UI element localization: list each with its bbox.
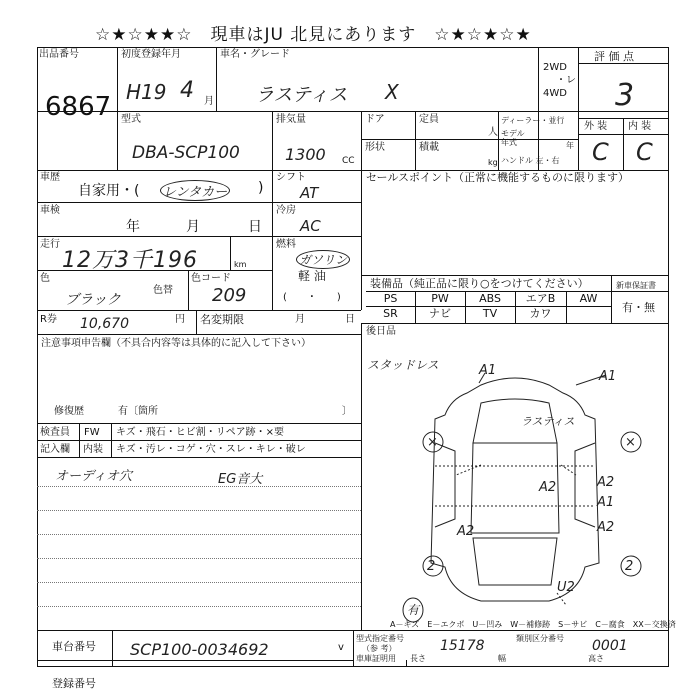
damage-mark: A2: [457, 524, 475, 539]
model-label: 型式: [121, 114, 141, 125]
registration-year: H19: [126, 80, 167, 104]
history-label: 車歴: [40, 172, 60, 183]
warranty-value: 有・無: [622, 301, 655, 314]
fuel-gasoline: ガソリン: [296, 250, 350, 269]
notice-label: 注意事項申告欄（不具合内容等は具体的に記入して下さい）: [41, 338, 311, 349]
inspection-day-unit: 日: [248, 219, 262, 235]
length-label: 長さ: [410, 654, 426, 663]
displacement-unit: CC: [342, 156, 355, 166]
registration-month: 4: [180, 78, 194, 103]
damage-mark: A2: [539, 480, 557, 495]
history-circled: レンタカー: [160, 180, 230, 201]
interior-score: C: [636, 138, 653, 166]
car-diagram: [361, 323, 669, 630]
damage-mark: A1: [479, 363, 497, 378]
registration-no-label: 登録番号: [52, 677, 96, 690]
damage-legend: A－キズ E－エクボ U－凹み W－補修跡 S－サビ C－腐食 XX－交換済: [390, 620, 676, 629]
inspection-label: 車検: [40, 205, 60, 216]
sales-point-label: セールスポイント（正常に機能するものに限ります）: [366, 171, 630, 184]
repair-label: 修復歴: [54, 406, 84, 417]
history-value: 自家用・(: [78, 183, 140, 199]
damage-mark: A1: [599, 369, 617, 384]
equipment-item: ナビ: [429, 307, 451, 320]
type-cert-value: 15178: [440, 638, 485, 654]
displacement-value: 1300: [285, 145, 326, 164]
drive-2wd: 2WD: [543, 62, 567, 73]
load-label: 積載: [419, 142, 439, 153]
car-name-label: 車名・グレード: [220, 49, 290, 60]
recycle-label: R券: [40, 314, 57, 325]
registration-month-unit: 月: [204, 96, 214, 107]
equipment-item: AW: [579, 292, 598, 305]
damage-mark: ×: [427, 435, 438, 450]
header-title: ☆★☆★★☆ 現車はJU 北見にあります ☆★☆★☆★: [95, 25, 532, 45]
inspection-month-unit: 月: [186, 219, 200, 235]
color-code-label: 色コード: [191, 273, 231, 284]
car-cert-label: 車庫証明用: [356, 654, 396, 663]
ac-label: 冷房: [276, 205, 296, 216]
diagram-car-label: ラスティス: [521, 415, 575, 428]
type-cert-ref: （参 考）: [362, 644, 397, 653]
equipment-item: PS: [383, 292, 398, 305]
width-label: 幅: [498, 654, 506, 663]
chassis-label: 車台番号: [52, 640, 96, 653]
note-1: オーディオ穴: [55, 469, 132, 484]
car-grade: X: [385, 80, 399, 104]
chassis-value: SCP100-0034692: [130, 640, 269, 659]
memo-row2: キズ・汚レ・コゲ・穴・スレ・キレ・破レ: [116, 444, 306, 455]
fuel-paren: ( ・ ): [283, 292, 341, 303]
warranty-label: 新車保証書: [616, 281, 656, 290]
fuel-diesel: 軽 油: [298, 269, 326, 283]
equipment-item: TV: [482, 307, 498, 320]
dealer-label: ディーラー・並行: [501, 116, 565, 125]
color-label: 色: [40, 273, 50, 284]
handle-label: ハンドル 左・右: [501, 156, 560, 165]
drive-sep: ・レ: [556, 75, 576, 86]
damage-mark: ×: [625, 435, 636, 450]
car-name: ラスティス: [255, 84, 348, 106]
history-close: ): [258, 180, 264, 196]
capacity-unit: 人: [488, 127, 498, 138]
inspection-year-unit: 年: [126, 219, 140, 235]
note-2: EG音大: [218, 472, 263, 487]
ac-value: AC: [300, 217, 321, 235]
shift-value: AT: [300, 184, 319, 202]
class-value: 0001: [592, 638, 628, 654]
equipment-item: ABS: [479, 292, 501, 305]
lot-label: 出品番号: [39, 49, 79, 60]
damage-mark: U2: [557, 580, 575, 595]
equipment-item: エアB: [525, 292, 556, 305]
inspector-fw: FW: [84, 427, 100, 438]
deadline-day-unit: 日: [345, 314, 355, 325]
equipment-item: カワ: [529, 307, 552, 320]
deadline-month-unit: 月: [295, 314, 305, 325]
color-value: ブラック: [65, 292, 121, 308]
registration-label: 初度登録年月: [121, 49, 181, 60]
deadline-label: 名変期限: [200, 313, 244, 326]
exterior-score: C: [592, 138, 609, 166]
later-install-label: 後日品: [366, 326, 396, 337]
repair-close: 〕: [342, 406, 352, 417]
capacity-label: 定員: [419, 114, 439, 125]
lot-number: 6867: [45, 92, 112, 122]
color-change-label: 色替: [153, 285, 173, 296]
memo-label: 記入欄: [40, 444, 70, 455]
color-code-value: 209: [212, 285, 247, 306]
recycle-unit: 円: [175, 314, 185, 325]
mileage-value: 12万3千196: [62, 248, 198, 273]
memo-interior: 内装: [83, 444, 103, 455]
inspector-label: 検査員: [40, 427, 70, 438]
score-value: 3: [615, 78, 635, 113]
shape-label: 形状: [365, 142, 385, 153]
score-label: 評 価 点: [594, 50, 634, 63]
inspector-row1: キズ・飛石・ヒビ割・リペア跡・×要: [116, 427, 284, 438]
fuel-label: 燃料: [276, 239, 296, 250]
model-year-label: モデル年式: [501, 129, 525, 147]
damage-mark: A2: [597, 475, 615, 490]
load-unit: kg: [488, 158, 498, 167]
model-value: DBA-SCP100: [132, 143, 240, 163]
equipment-item: SR: [383, 307, 398, 320]
repair-value: 有〔箇所: [118, 406, 158, 417]
damage-mark: A1: [597, 495, 615, 510]
interior-label: 内 装: [628, 121, 652, 132]
equipment-item: PW: [431, 292, 449, 305]
stamp-mark: 有: [407, 603, 420, 617]
drive-4wd: 4WD: [543, 88, 567, 99]
displacement-label: 排気量: [276, 114, 306, 125]
model-year-unit: 年: [566, 141, 574, 150]
shift-label: シフト: [276, 172, 306, 183]
type-cert-label: 型式指定番号: [356, 634, 404, 643]
recycle-value: 10,670: [80, 316, 129, 332]
damage-mark: A2: [597, 520, 615, 535]
mileage-label: 走行: [40, 239, 60, 250]
studless-note: スタッドレス: [367, 358, 439, 372]
exterior-label: 外 装: [584, 121, 608, 132]
chassis-mark: v: [338, 642, 344, 653]
height-label: 高さ: [588, 654, 604, 663]
mileage-unit: km: [234, 260, 247, 269]
class-label: 類別区分番号: [516, 634, 564, 643]
damage-mark: 2: [427, 559, 436, 574]
damage-mark: 2: [625, 559, 634, 574]
equipment-label: 装備品（純正品に限り○をつけてください）: [370, 277, 589, 290]
door-label: ドア: [365, 114, 385, 125]
